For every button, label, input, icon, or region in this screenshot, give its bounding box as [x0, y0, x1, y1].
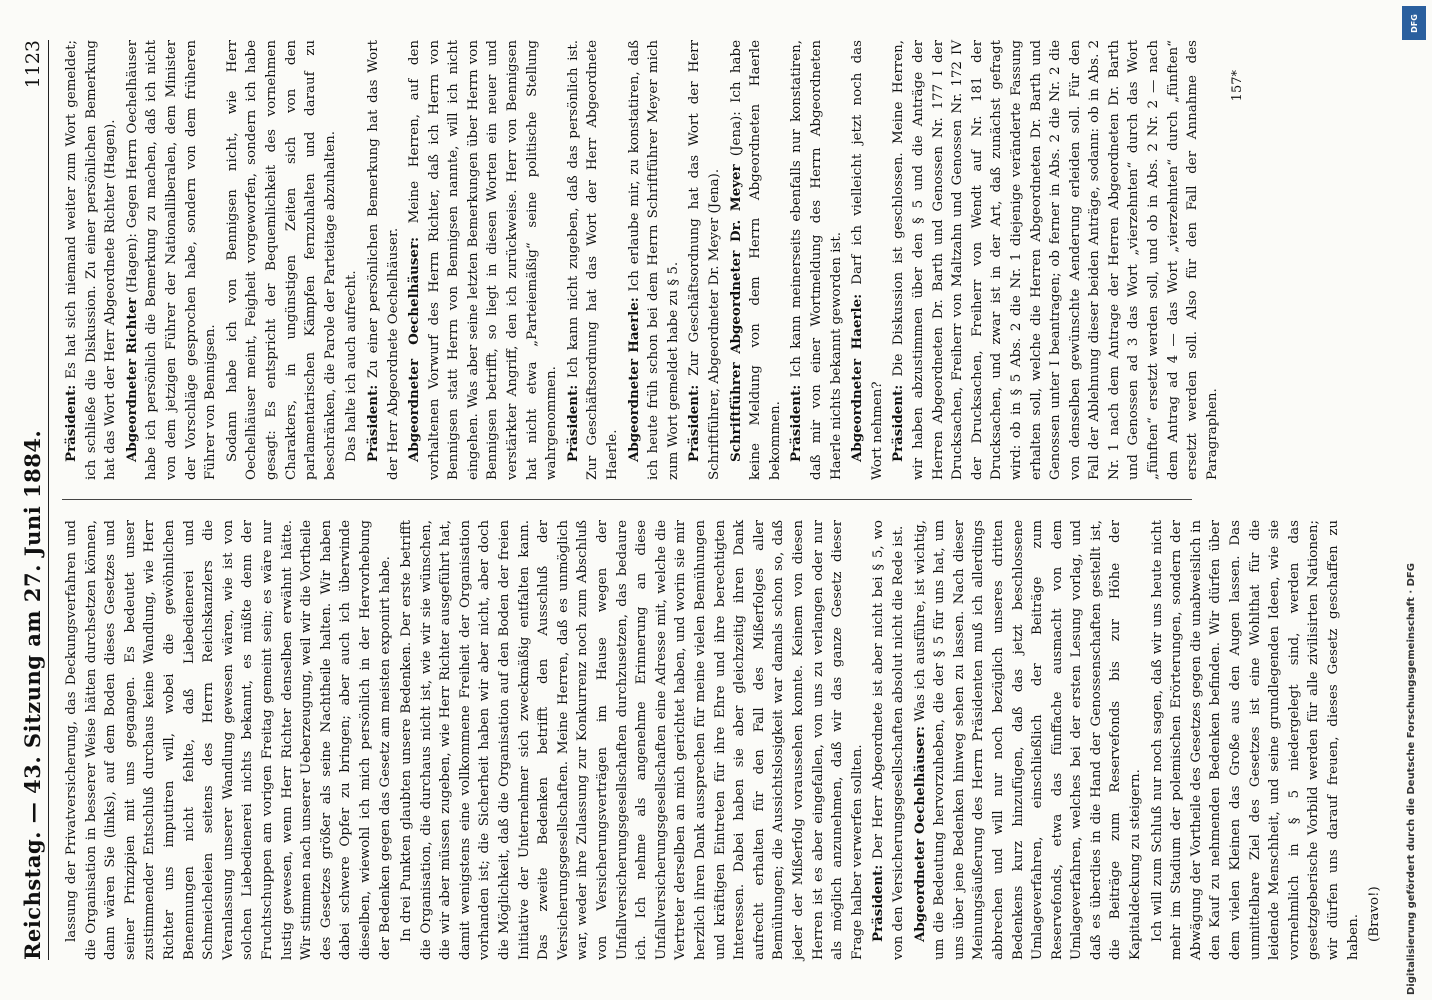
paragraph-text: Die Diskussion ist geschlossen. Meine Herren, wir haben abzustimmen über den § 5 und die Anträge der Herren Abgeordneten Dr. Barth und Genossen Nr. 177 I der Drucksachen, Freiherr von Maltzahn und Genossen Nr. 172 IV der Drucksachen, Freiherr von Wendt auf Nr. 181 der Drucksachen, und zwar ist in der Art, daß zunächst gefragt wird: ob in § 5 Abs. 2 die Nr. 1 diejenige veränderte Fassung erhalten soll, welche die Herren Abgeordneten Dr. Barth und Genossen unter I beantragen; ob ferner in Abs. 2 die Nr. 2 die von denselben gewünschte Aenderung erleiden soll. Für den Fall der Ablehnung dieser beiden Anträge, sodann: ob in Abs. 2 Nr. 1 nach dem Antrage der Herren Abgeordneten Dr. Barth und Genossen ad 3 das Wort „vierzehnten“ durch das Wort „fünften“ ersetzt werden soll, und ob in Abs. 2 Nr. 2 — nach dem Antrag ad 4 — das Wort „vierzehnten“ durch „fünften“ ersetzt werden soll. Also für den Fall der Annahme des Paragraphen.	[891, 40, 1220, 480]
paragraph-text: Ich kann meinerseits ebenfalls nur konstatiren, daß mir von einer Wortmeldung des Herrn Abgeordneten Haerle nichts bekannt geworden ist.	[789, 40, 844, 480]
speaker-name: Präsident:	[870, 864, 887, 942]
speaker-name: Präsident:	[564, 384, 581, 462]
paragraph	[223, 40, 341, 480]
paragraph	[364, 40, 403, 480]
right-column	[62, 40, 1224, 480]
paragraph	[685, 40, 724, 480]
paragraph	[869, 520, 908, 960]
paragraph-text: Ich erlaube mir, zu konstatiren, daß ich heute früh schon bei dem Herrn Schriftführer Meyer mich zum Wort gemeldet habe zu § 5.	[626, 40, 681, 480]
page-header	[18, 40, 49, 960]
speaker-name: Schriftführer Abgeordneter Dr. Meyer	[727, 164, 744, 462]
speaker-name: Präsident:	[890, 384, 907, 462]
paragraph-text: Es hat sich niemand weiter zum Wort gemeldet; ich schließe die Diskussion. Zu einer persönlichen Bemerkung hat das Wort der Herr Abgeordnete Richter (Hagen).	[64, 40, 119, 480]
speaker-name: Abgeordneter Haerle:	[625, 297, 642, 462]
speaker-name: Präsident:	[364, 384, 381, 462]
paragraph-text: (Bravo!)	[1367, 886, 1383, 942]
paragraph-text: Meine Herren, auf den vorhaltenen Vorwurf des Herrn Richter, daß ich Herrn von Bennigsen statt Herrn von Bennigsen nannte, will ich nicht eingehen. Was aber seine letzten Bemerkungen über Herrn von Bennigsen betrifft, so liegt in diesen Worten ein neuer und verstärkter Angriff, den ich zurückweise. Herr von Bennigsen hat nicht etwa „Parteiemäßig“ seine politische Stellung wahrgenommen.	[407, 40, 560, 480]
paragraph	[564, 40, 623, 480]
paragraph	[405, 40, 562, 480]
paragraph	[62, 40, 121, 480]
paragraph	[787, 40, 846, 480]
paragraph-text: (Hagen): Gegen Herrn Oechelhäuser habe ich persönlich die Bemerkung zu machen, daß ich nicht von dem jetzigen Führer der Nationalliberalen, dem Minister der Vorschläge gesprochen habe, sondern von dem früheren Führer von Bennigsen.	[124, 39, 219, 480]
paragraph-text: lassung der Privatversicherung, das Deckungsverfahren und die Organisation in besserer Weise hätten durchsetzen können, dann wären Sie (links), auf dem Boden dieses Gesetzes und seiner Prinzipien mit uns gegangen. Es bedeutet unser zustimmender Entschluß durchaus keine Wandlung, wie Herr Richter uns imputiren will, wobei die gewöhnlichen Benennungen nicht fehlte, daß Liebedienerei und Schmeicheleien seitens des Herrn Reichskanzlers die Veranlassung unserer Wandlung gewesen wären, wie ist von solchen Liebedienerei nichts bekannt, es müßte denn der Fruchtschuppen am vorigen Freitag gemeint sein; es wäre nur lustig gewesen, wenn Herr Richter denselben erwähnt hätte. Wir stimmen nach unserer Ueberzeugung, weil wir die Vortheile des Gesetzes größer als seine Nachtheile halten. Wir haben dabei schwere Opfer zu bringen; aber auch ich überwinde dieselben, wiewohl ich mich persönlich in der Hervorhebung der Bedenken gegen das Gesetz am meisten exponirt habe.	[64, 520, 393, 960]
paragraph-text: Zur Geschäftsordnung hat das Wort der Herr Schriftführer, Abgeordneter Dr. Meyer (Jena).	[687, 40, 722, 480]
paragraph	[911, 520, 1146, 960]
speaker-name: Abgeordneter Haerle:	[849, 293, 866, 462]
paragraph-text: Was ich ausführe, ist wichtig, um die Bedeutung hervorzuheben, die der § 5 für uns hat, um uns über jene Bedenken hinweg sehen zu lassen. Nach dieser Meinungsäußerung des Herrn Präsidenten muß ich allerdings abbrechen und will nur noch bezüglich unseres dritten Bedenkens kurz hinzufügen, daß das jetzt beschlossene Umlageverfahren, einschließlich der Beiträge zum Reservefonds, etwa das fünffache ausmacht von dem Umlageverfahren, welches bei der ersten Lesung vorlag, und daß es überdies in die Hand der Genossenschaften gestellt ist, die Beiträge zum Reservefonds bis zur Höhe der Kapitaldeckung zu steigern.	[912, 520, 1144, 960]
paragraph-text: Sodann habe ich von Bennigsen nicht, wie Herr Oechelhäuser meint, Feigheit vorgeworfen, sondern ich habe gesagt: Es entspricht der Bequemlichkeit des vornehmen Charakters, in ungünstigen Zeiten sich von den parlamentarischen Kämpfen fernzuhalten und darauf zu beschränken, die Parole der Parteitage abzuhalten.	[224, 40, 338, 480]
signature-mark: 157*	[1230, 70, 1245, 102]
paragraph-text: Der Herr Abgeordnete ist aber nicht bei § 5, wo von den Versicherungsgesellschaften absolut nicht die Rede ist.	[871, 520, 906, 960]
dfg-logo: DFG	[1402, 6, 1426, 40]
paragraph-text: In drei Punkten glaubten unsere Bedenken. Der erste betrifft die Organisation, die durchaus nicht ist, wie wir sie wünschen, die wir aber müssen zugeben, wie Herr Richter ausgeführt hat, damit wenigstens eine vollkommene Freiheit der Organisation vorhanden ist; die Sicherheit haben wir aber nicht, aber doch die Möglichkeit, daß die Organisation auf den Boden der freien Initiative der Unternehmer sich zweckmäßig entfalten kann. Das zweite Bedenken betrifft den Ausschluß der Versicherungsgesellschaften. Meine Herren, daß es unmöglich war, weder ihre Zulassung zur Konkurrenz noch zum Abschluß von Versicherungsverträgen im Hause wegen der Unfallversicherungsgesellschaften durchzusetzen, das bedaure ich. Ich nehme als angenehme Erinnerung an diese Unfallversicherungsgesellschaften eine Adresse mit, welche die Vertreter derselben an mich gerichtet haben, und worin sie mir herzlich ihren Dank aussprechen für meine vielen Bemühungen und kräftigen Eintreten für ihre Ehre und ihre berechtigten Interessen. Dabei haben sie aber gleichzeitig ihren Dank aufrecht erhalten für den Fall des Mißerfolges aller Bemühungen; die Aussichtslosigkeit war damals schon so, daß jeder der Mißerfolg voraussehen konnte. Keinem von diesen Herren ist es aber eingefallen, von uns zu verlangen oder nur als möglich anzunehmen, daß wir das ganze Gesetz dieser Frage halber verwerfen sollten.	[399, 520, 865, 960]
paragraph-text: Darf ich vielleicht jetzt noch das Wort nehmen?	[850, 40, 885, 480]
paragraph	[848, 40, 887, 480]
paragraph	[62, 520, 395, 960]
speaker-name: Abgeordneter Richter	[123, 297, 140, 462]
paragraph	[342, 40, 362, 480]
paragraph-text: Das halte ich auch aufrecht.	[344, 270, 360, 462]
paragraph	[123, 40, 221, 480]
running-title: Reichstag. — 43. Sitzung am 27. Juni 1884.	[20, 429, 45, 960]
paragraph	[625, 40, 684, 480]
column-divider	[62, 499, 1192, 500]
speaker-name: Präsident:	[63, 384, 79, 462]
paragraph-text: Zu einer persönlichen Bemerkung hat das Wort der Herr Abgeordnete Oechelhäuser.	[365, 40, 401, 480]
left-column	[62, 520, 1387, 960]
funding-credit-text: Digitalisierung gefördert durch die Deutsche Forschungsgemeinschaft · DFG	[1406, 563, 1417, 995]
paragraph	[727, 40, 786, 480]
paragraph	[1365, 520, 1385, 960]
speaker-name: Abgeordneter Oechelhäuser:	[406, 237, 423, 462]
paragraph	[1148, 520, 1364, 960]
speaker-name: Präsident:	[788, 384, 805, 462]
paragraph	[397, 520, 867, 960]
dfg-credit-strip	[1402, 0, 1430, 1000]
speaker-name: Abgeordneter Oechelhäuser:	[911, 726, 928, 942]
paragraph	[889, 40, 1222, 480]
paragraph-text: (Jena): Ich habe keine Meldung von dem Herrn Abgeordneten Haerle bekommen.	[728, 40, 783, 480]
page-number: 1123	[22, 40, 44, 89]
paragraph-text: Ich kann nicht zugeben, daß das persönlich ist. Zur Geschäftsordnung hat das Wort der Herr Abgeordnete Haerle.	[565, 40, 621, 480]
paragraph-text: Ich will zum Schluß nur noch sagen, daß wir uns heute nicht mehr im Stadium der polemischen Erörterungen, sondern der Abwägung der Vortheile des Gesetzes gegen die unabweislich in den Kauf zu nehmenden Bedenken befinden. Wir dürfen über dem vielen Kleinen das Große aus den Augen lassen. Das unmittelbare Ziel des Gesetzes ist eine Wohlthat für die leidende Menschheit, und seine grundlegenden Ideen, wie sie vornehmlich in § 5 niedergelegt sind, werden das gesetzgeberische Vorbild werden für alle zivilisirten Nationen; wir dürfen uns darauf freuen, dieses Gesetz geschaffen zu haben.	[1149, 520, 1361, 960]
speaker-name: Präsident:	[686, 384, 703, 462]
